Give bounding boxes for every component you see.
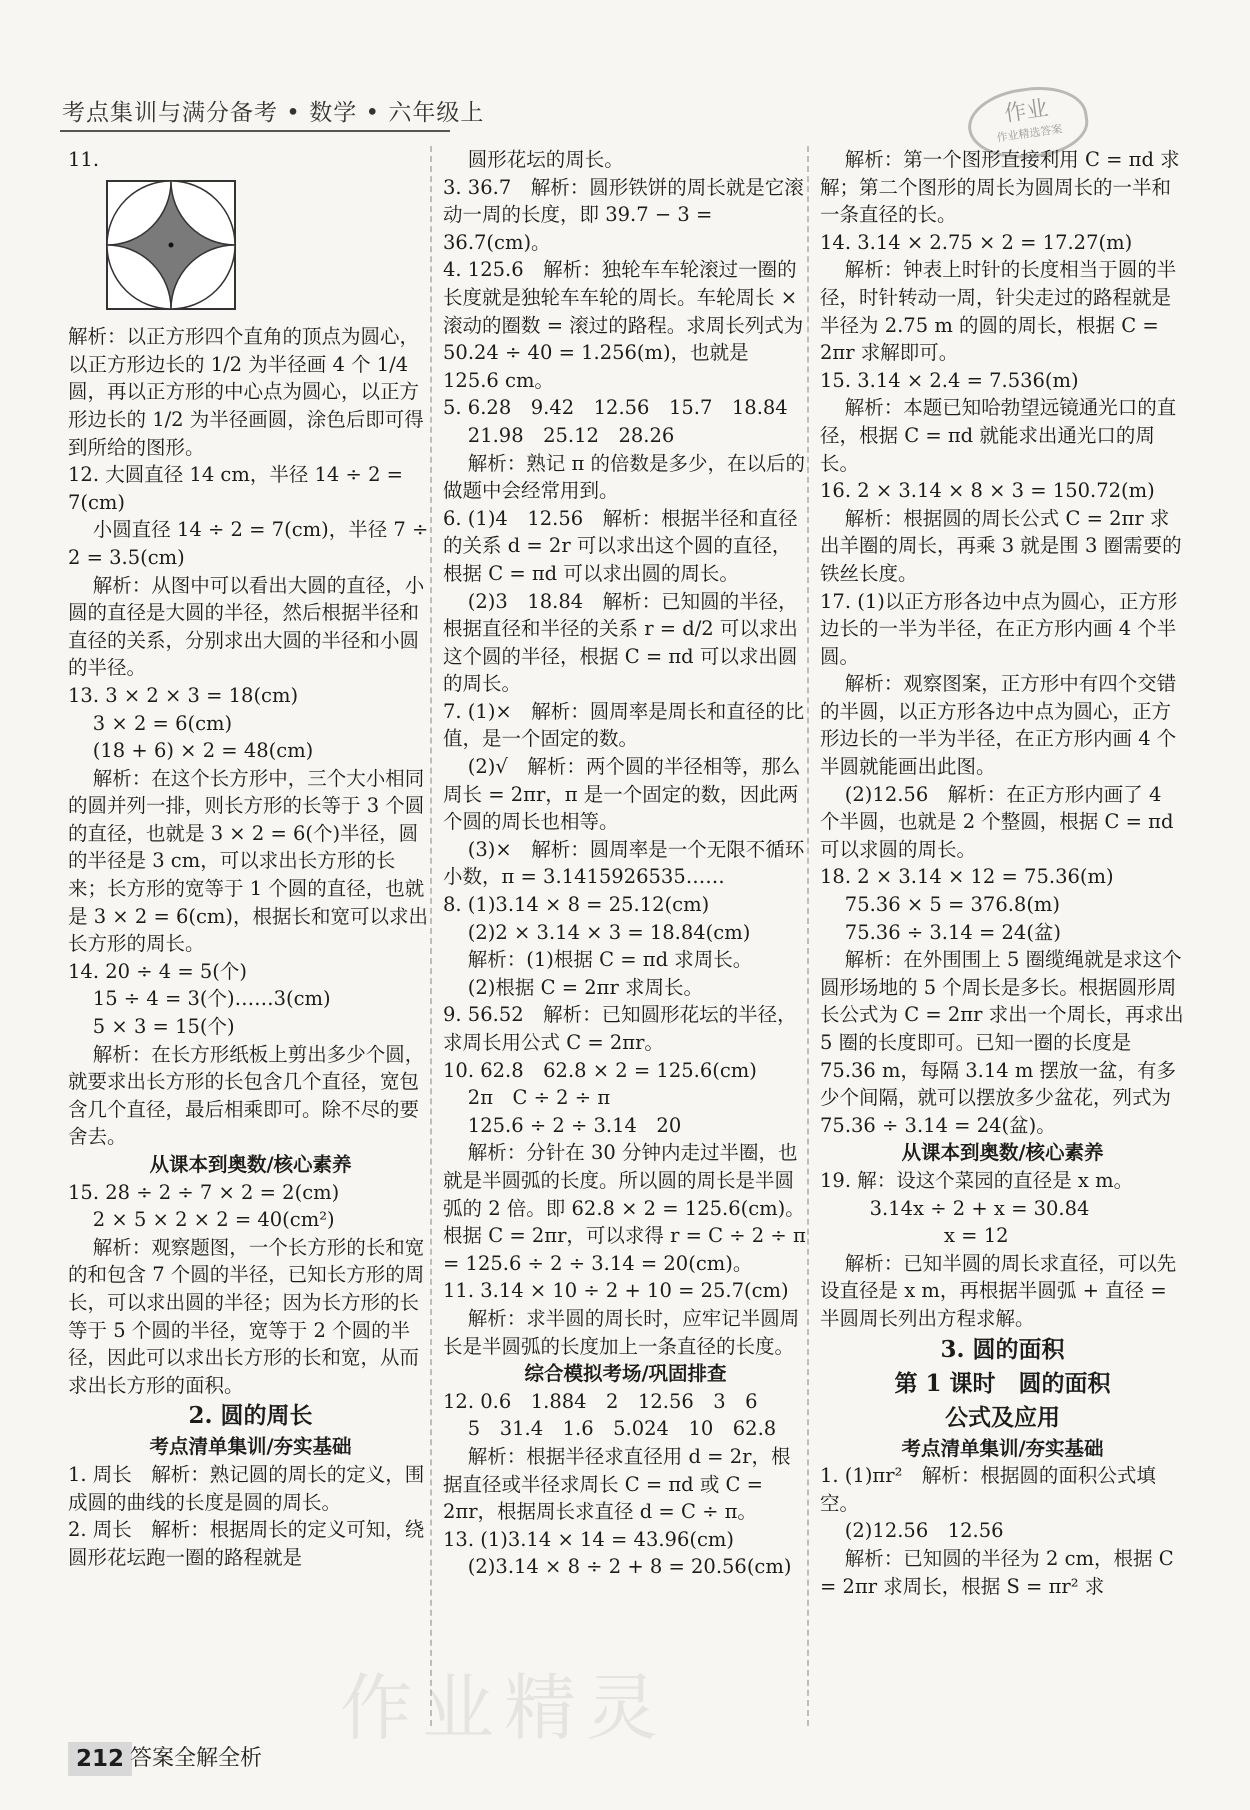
answer-line: 18. 2 × 3.14 × 12 = 75.36(m) [820, 865, 1114, 889]
answer-line: 9. 56.52 解析：已知圆形花坛的半径，求周长用公式 C = 2πr。 [443, 1003, 797, 1054]
answer-line: 解析：观察图案，正方形中有四个交错的半圆，以正方形各边中点为圆心，正方形边长的一半为半径，在正方形内画 4 个半圆就能画出此图。 [820, 672, 1177, 779]
section-heading: 从课本到奥数/核心素养 [149, 1153, 352, 1176]
answer-line: 15. 3.14 × 2.4 = 7.536(m) [820, 368, 1079, 392]
header-rule [60, 130, 450, 132]
answer-line: 2 × 5 × 2 × 2 = 40(cm²) [68, 1208, 335, 1232]
answer-line: (2)3 18.84 解析：已知圆的半径，根据直径和半径的关系 r = d/2 可以求出这个圆的半径，根据 C = πd 可以求出圆的周长。 [443, 589, 798, 696]
chapter-heading: 3. 圆的面积 [940, 1335, 1065, 1363]
answer-line: 2π C ÷ 2 ÷ π [443, 1086, 611, 1110]
answer-line: 5 × 3 = 15(个) [68, 1015, 235, 1039]
answer-line: 圆形花坛的周长。 [443, 148, 624, 171]
answer-line: 解析：观察题图，一个长方形的长和宽的和包含 7 个圆的半径，已知长方形的周长，可以求出圆的半径；因为长方形的长等于 5 个圆的半径，宽等于 2 个圆的半径，因此可以求出长方形的长和宽，从而求出长方形的面积。 [68, 1235, 425, 1397]
answer-line: 12. 大圆直径 14 cm，半径 14 ÷ 2 = 7(cm) [68, 463, 410, 514]
answer-line: 17. (1)以正方形各边中点为圆心，正方形边长的一半为半径，在正方形内画 4 个半圆。 [820, 589, 1178, 668]
section-heading: 从课本到奥数/核心素养 [901, 1141, 1104, 1165]
answer-line: 3 × 2 = 6(cm) [68, 711, 233, 735]
chapter-heading: 2. 圆的周长 [188, 1402, 313, 1430]
answer-line: 8. (1)3.14 × 8 = 25.12(cm) [443, 893, 710, 917]
answer-line: (2)√ 解析：两个圆的半径相等，那么周长 = 2πr，π 是一个固定的数，因此两个圆的周长也相等。 [443, 755, 801, 834]
answer-line: 11. [68, 148, 100, 171]
answer-line: (2)12.56 12.56 [820, 1519, 1004, 1543]
answer-line: 15 ÷ 4 = 3(个)……3(cm) [68, 987, 331, 1011]
answer-line: 2. 周长 解析：根据周长的定义可知，绕圆形花坛跑一圈的路程就是 [68, 1518, 425, 1569]
answer-line: 4. 125.6 解析：独轮车车轮滚过一圈的长度就是独轮车车轮的周长。车轮周长 × 滚动的圈数 = 滚过的路程。求周长列式为 50.24 ÷ 40 = 1.256(m)，也就是 125.6 cm。 [443, 258, 810, 392]
footer-label: 答案全解全析 [130, 1746, 263, 1771]
answer-line: 解析：已知半圆的周长求直径，可以先设直径是 x m，再根据半圆弧 + 直径 = 半圆周长列出方程求解。 [820, 1251, 1177, 1330]
answer-line: 解析：从图中可以看出大圆的直径，小圆的直径是大圆的半径，然后根据半径和直径的关系，分别求出大圆的半径和小圆的半径。 [68, 573, 425, 680]
answer-line: 解析：本题已知哈勃望远镜通光口的直径，根据 C = πd 就能求出通光口的周长。 [820, 396, 1177, 475]
answer-line: 解析：以正方形四个直角的顶点为圆心，以正方形边长的 1/2 为半径画 4 个 1/4 圆，再以正方形的中心点为圆心，以正方形边长的 1/2 为半径画圆，涂色后即可得到所给的图形。 [68, 325, 424, 459]
answer-line: (3)× 解析：圆周率是一个无限不循环小数，π = 3.1415926535…… [443, 837, 805, 889]
answer-line: 21.98 25.12 28.26 [443, 423, 675, 447]
answer-line: 14. 3.14 × 2.75 × 2 = 17.27(m) [820, 230, 1133, 254]
answer-line: 解析：分针在 30 分钟内走过半圈，也就是半圆弧的长度。所以圆的周长是半圆弧的 2 倍。即 62.8 × 2 = 125.6(cm)。根据 C = 2πr，可以求得 r = C ÷ 2 ÷ π = 125.6 ÷ 2 ÷ 3.14 = 20(cm)。 [443, 1141, 812, 1275]
answer-line: 1. 周长 解析：熟记圆的周长的定义，围成圆的曲线的长度是圆的周长。 [68, 1462, 425, 1514]
answer-line: 1. (1)πr² 解析：根据圆的面积公式填空。 [820, 1464, 1156, 1515]
answer-line: 解析：在外围围上 5 圈缆绳就是求这个圆形场地的 5 个周长是多长。根据圆形周长公式为 C = 2πr 求出一个周长，再求出 5 圈的长度即可。已知一圈的长度是 75.36 m，每隔 3.14 m 摆放一盆，有多少个间隔，就可以摆放多少盆花，列式为 75.36 ÷ 3.14 = 24(盆)。 [820, 948, 1190, 1137]
answer-line: (2)12.56 解析：在正方形内画了 4 个半圆，也就是 2 个整圆，根据 C = πd 可以求圆的周长。 [820, 782, 1180, 861]
answer-line: 解析：在这个长方形中，三个大小相同的圆并列一排，则长方形的长等于 3 个圆的直径，也就是 3 × 2 = 6(个)半径，圆的半径是 3 cm，可以求出长方形的长来；长方形的宽等于 1 个圆的直径，也就是 3 × 2 = 6(cm)，根据长和宽可以求出长方形的周长。 [68, 766, 429, 956]
answer-line: x = 12 [820, 1224, 1009, 1248]
section-heading: 考点清单集训/夯实基础 [149, 1435, 352, 1459]
stamp-main-text: 作业 [1002, 96, 1050, 128]
answer-line: (2)2 × 3.14 × 3 = 18.84(cm) [443, 920, 751, 944]
answer-line: 10. 62.8 62.8 × 2 = 125.6(cm) [443, 1058, 757, 1082]
answer-line: 75.36 ÷ 3.14 = 24(盆) [820, 920, 1062, 944]
stamp-sub-text: 作业精选答案 [995, 122, 1064, 145]
answer-column-1 [68, 146, 433, 1571]
running-header: 考点集训与满分备考 • 数学 • 六年级上 [62, 100, 485, 126]
answer-line: (2)3.14 × 8 ÷ 2 + 8 = 20.56(cm) [443, 1555, 792, 1579]
answer-line: 解析：求半圆的周长时，应牢记半圆周长是半圆弧的长度加上一条直径的长度。 [443, 1306, 800, 1358]
watermark: 作业精灵 [340, 1666, 669, 1750]
answer-line: 13. 3 × 2 × 3 = 18(cm) [68, 683, 299, 707]
answer-line: 6. (1)4 12.56 解析：根据半径和直径的关系 d = 2r 可以求出这个圆的直径，根据 C = πd 可以求出圆的周长。 [443, 506, 798, 585]
answer-line: (2)根据 C = 2πr 求周长。 [443, 975, 704, 999]
section-heading: 综合模拟考场/巩固排查 [524, 1362, 727, 1386]
answer-line: 3.14x ÷ 2 + x = 30.84 [820, 1196, 1090, 1220]
chapter-heading: 第 1 课时 圆的面积 [894, 1369, 1111, 1397]
answer-line: 解析：在长方形纸板上剪出多少个圆，就要求出长方形的长包含几个直径，宽包含几个直径，最后相乘即可。除不尽的要舍去。 [68, 1042, 425, 1149]
answer-line: (18 + 6) × 2 = 48(cm) [68, 739, 314, 763]
answer-line: 11. 3.14 × 10 ÷ 2 + 10 = 25.7(cm) [443, 1279, 789, 1303]
answer-column-2 [443, 146, 812, 1581]
answer-line: 12. 0.6 1.884 2 12.56 3 6 [443, 1389, 758, 1413]
answer-line: 14. 20 ÷ 4 = 5(个) [68, 959, 248, 983]
answer-line: 解析：第一个图形直接利用 C = πd 求解；第二个图形的周长为圆周长的一半和一条直径的长。 [820, 148, 1180, 227]
answer-line: 解析：根据半径求直径用 d = 2r，根据直径或半径求周长 C = πd 或 C = 2πr，根据周长求直径 d = C ÷ π。 [443, 1444, 791, 1524]
page-number: 212 [68, 1742, 132, 1776]
section-heading: 考点清单集训/夯实基础 [901, 1436, 1104, 1460]
answer-column-3 [820, 146, 1190, 1600]
answer-line: 75.36 × 5 = 376.8(m) [820, 893, 1061, 917]
answer-line: 解析：根据圆的周长公式 C = 2πr 求出羊圈的周长，再乘 3 就是围 3 圈需要的铁丝长度。 [820, 506, 1182, 585]
answer-line: 5 31.4 1.6 5.024 10 62.8 [443, 1417, 777, 1441]
answer-line: 15. 28 ÷ 2 ÷ 7 × 2 = 2(cm) [68, 1180, 340, 1204]
answer-line: 解析：已知圆的半径为 2 cm，根据 C = 2πr 求周长，根据 S = πr² 求 [820, 1546, 1180, 1598]
answer-line: 7. (1)× 解析：圆周率是周长和直径的比值，是一个固定的数。 [443, 699, 805, 751]
answer-line: 解析：熟记 π 的倍数是多少，在以后的做题中会经常用到。 [443, 451, 806, 503]
shaded-circle-figure [104, 178, 238, 312]
answer-line: 5. 6.28 9.42 12.56 15.7 18.84 [443, 396, 788, 420]
answer-line: 3. 36.7 解析：圆形铁饼的周长就是它滚动一周的长度，即 39.7 − 3 = 36.7(cm)。 [443, 175, 804, 254]
answer-line: 解析：钟表上时针的长度相当于圆的半径，时针转动一周，针尖走过的路程就是半径为 2.75 m 的圆的周长，根据 C = 2πr 求解即可。 [820, 258, 1177, 365]
answer-line: 125.6 ÷ 2 ÷ 3.14 20 [443, 1113, 682, 1137]
answer-line: 13. (1)3.14 × 14 = 43.96(cm) [443, 1527, 734, 1551]
answer-line: 解析：(1)根据 C = πd 求周长。 [443, 948, 753, 972]
answer-line: 小圆直径 14 ÷ 2 = 7(cm)，半径 7 ÷ 2 = 3.5(cm) [68, 518, 435, 569]
answer-line: 19. 解：设这个菜园的直径是 x m。 [820, 1168, 1134, 1192]
chapter-heading: 公式及应用 [945, 1403, 1060, 1431]
answer-line: 16. 2 × 3.14 × 8 × 3 = 150.72(m) [820, 479, 1155, 503]
